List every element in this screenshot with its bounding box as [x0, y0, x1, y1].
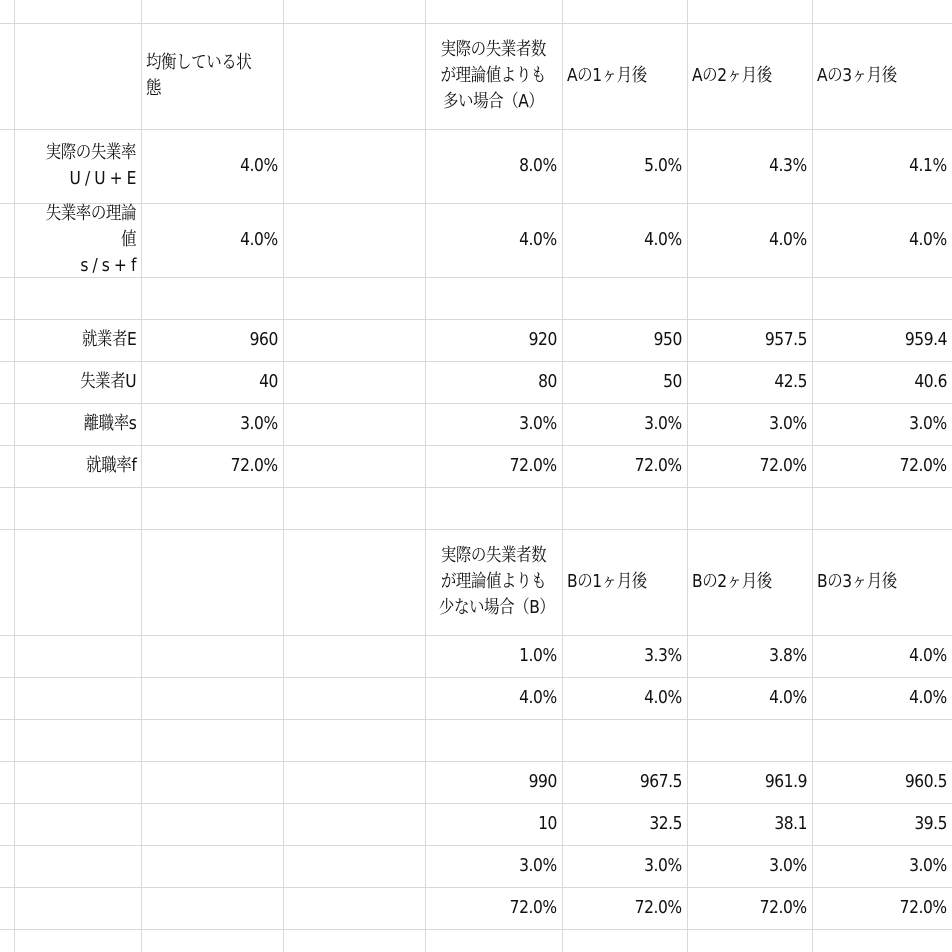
header-cell[interactable]	[562, 23, 687, 129]
header-cell[interactable]	[687, 529, 812, 635]
value-cell[interactable]	[687, 203, 812, 277]
cell-text: 4.0%	[769, 229, 807, 250]
row-gridline	[0, 929, 952, 930]
value-cell[interactable]	[141, 319, 283, 361]
value-cell[interactable]	[812, 361, 952, 403]
cell-text: 4.0%	[909, 645, 947, 666]
cell-text: 4.1%	[909, 155, 947, 176]
value-cell[interactable]	[141, 677, 283, 719]
cell-text: Bの3ヶ月後	[817, 571, 897, 592]
value-cell[interactable]	[425, 677, 562, 719]
value-cell[interactable]	[283, 361, 425, 403]
value-cell[interactable]	[283, 129, 425, 203]
cell-text: 実際の失業率 U / U + E	[45, 142, 136, 189]
header-cell[interactable]	[283, 529, 425, 635]
value-cell[interactable]	[812, 277, 952, 319]
value-cell[interactable]	[812, 719, 952, 761]
cell-text: 72.0%	[509, 455, 557, 476]
value-cell[interactable]	[562, 677, 687, 719]
row-label-cell[interactable]	[14, 761, 141, 803]
header-cell[interactable]	[562, 529, 687, 635]
cell-text: 72.0%	[634, 455, 682, 476]
row-label-cell[interactable]	[14, 887, 141, 929]
value-cell[interactable]	[141, 203, 283, 277]
cell-text: 959.4	[904, 329, 947, 350]
cell-text: 3.0%	[240, 413, 278, 434]
value-cell[interactable]	[425, 635, 562, 677]
cell-text: 72.0%	[899, 897, 947, 918]
cell-text: 38.1	[774, 813, 807, 834]
row-label-cell[interactable]	[14, 845, 141, 887]
cell-text: 4.0%	[519, 229, 557, 250]
value-cell[interactable]	[687, 803, 812, 845]
value-cell[interactable]	[687, 845, 812, 887]
cell-text: Bの1ヶ月後	[567, 571, 647, 592]
value-cell[interactable]	[425, 719, 562, 761]
cell-text: 80	[538, 371, 557, 392]
row-gridline	[0, 487, 952, 488]
cell-text: 4.0%	[909, 229, 947, 250]
cell-text: 3.0%	[644, 855, 682, 876]
row-label-cell[interactable]	[14, 719, 141, 761]
row-label-cell[interactable]	[14, 403, 141, 445]
value-cell[interactable]	[562, 277, 687, 319]
cell-text: 1.0%	[519, 645, 557, 666]
value-cell[interactable]	[687, 445, 812, 487]
cell-text: 40.6	[914, 371, 947, 392]
cell-text: 4.0%	[769, 687, 807, 708]
cell-text: 3.0%	[519, 413, 557, 434]
value-cell[interactable]	[141, 803, 283, 845]
value-cell[interactable]	[687, 319, 812, 361]
value-cell[interactable]	[141, 635, 283, 677]
row-label-cell[interactable]	[14, 319, 141, 361]
value-cell[interactable]	[283, 803, 425, 845]
header-cell[interactable]	[687, 23, 812, 129]
row-label-cell[interactable]	[14, 445, 141, 487]
value-cell[interactable]	[283, 677, 425, 719]
value-cell[interactable]	[812, 319, 952, 361]
value-cell[interactable]	[687, 677, 812, 719]
cell-text: 3.0%	[909, 855, 947, 876]
cell-text: 3.0%	[769, 413, 807, 434]
cell-text: 実際の失業者数 が理論値よりも 少ない場合（B）	[438, 545, 555, 618]
value-cell[interactable]	[687, 277, 812, 319]
value-cell[interactable]	[687, 719, 812, 761]
cell-text: 3.0%	[519, 855, 557, 876]
value-cell[interactable]	[283, 445, 425, 487]
cell-text: 5.0%	[644, 155, 682, 176]
header-cell[interactable]	[141, 529, 283, 635]
value-cell[interactable]	[812, 129, 952, 203]
cell-text: 40	[259, 371, 278, 392]
value-cell[interactable]	[425, 403, 562, 445]
value-cell[interactable]	[425, 361, 562, 403]
header-cell[interactable]	[141, 23, 283, 129]
value-cell[interactable]	[812, 445, 952, 487]
value-cell[interactable]	[812, 803, 952, 845]
header-cell[interactable]	[425, 23, 562, 129]
value-cell[interactable]	[141, 845, 283, 887]
cell-text: 72.0%	[899, 455, 947, 476]
cell-text: 32.5	[649, 813, 682, 834]
value-cell[interactable]	[687, 403, 812, 445]
value-cell[interactable]	[425, 887, 562, 929]
cell-text: 4.0%	[644, 687, 682, 708]
cell-text: 957.5	[764, 329, 807, 350]
header-cell[interactable]	[283, 23, 425, 129]
value-cell[interactable]	[283, 635, 425, 677]
value-cell[interactable]	[562, 887, 687, 929]
cell-text: 均衡している状態	[146, 52, 252, 99]
cell-text: 72.0%	[509, 897, 557, 918]
cell-text: 3.0%	[909, 413, 947, 434]
value-cell[interactable]	[283, 887, 425, 929]
cell-text: Bの2ヶ月後	[692, 571, 772, 592]
cell-text: 就職率f	[85, 455, 136, 476]
value-cell[interactable]	[687, 129, 812, 203]
cell-text: 72.0%	[634, 897, 682, 918]
row-label-cell[interactable]	[14, 129, 141, 203]
cell-text: 3.3%	[644, 645, 682, 666]
value-cell[interactable]	[283, 203, 425, 277]
cell-text: 4.0%	[909, 687, 947, 708]
cell-text: 961.9	[764, 771, 807, 792]
value-cell[interactable]	[562, 319, 687, 361]
cell-text: 実際の失業者数 が理論値よりも 多い場合（A）	[440, 39, 547, 112]
value-cell[interactable]	[283, 761, 425, 803]
value-cell[interactable]	[812, 677, 952, 719]
row-label-cell[interactable]	[14, 277, 141, 319]
value-cell[interactable]	[562, 445, 687, 487]
value-cell[interactable]	[141, 129, 283, 203]
cell-text: 960	[249, 329, 278, 350]
cell-text: Aの3ヶ月後	[817, 65, 897, 86]
value-cell[interactable]	[812, 403, 952, 445]
cell-text: Aの2ヶ月後	[692, 65, 772, 86]
cell-text: 3.0%	[769, 855, 807, 876]
value-cell[interactable]	[562, 719, 687, 761]
value-cell[interactable]	[562, 803, 687, 845]
cell-text: 50	[663, 371, 682, 392]
value-cell[interactable]	[562, 635, 687, 677]
value-cell[interactable]	[562, 845, 687, 887]
value-cell[interactable]	[425, 845, 562, 887]
cell-text: 950	[653, 329, 682, 350]
cell-text: 3.8%	[769, 645, 807, 666]
row-label-cell[interactable]	[14, 803, 141, 845]
cell-text: 72.0%	[759, 897, 807, 918]
header-cell[interactable]	[425, 529, 562, 635]
value-cell[interactable]	[812, 845, 952, 887]
cell-text: 960.5	[904, 771, 947, 792]
value-cell[interactable]	[812, 203, 952, 277]
value-cell[interactable]	[283, 845, 425, 887]
cell-text: 4.0%	[240, 229, 278, 250]
cell-text: 失業者U	[79, 371, 136, 392]
value-cell[interactable]	[425, 203, 562, 277]
cell-text: 4.0%	[519, 687, 557, 708]
header-cell[interactable]	[812, 23, 952, 129]
row-label-cell[interactable]	[14, 677, 141, 719]
value-cell[interactable]	[425, 277, 562, 319]
value-cell[interactable]	[283, 277, 425, 319]
value-cell[interactable]	[283, 403, 425, 445]
cell-text: 10	[538, 813, 557, 834]
cell-text: 72.0%	[230, 455, 278, 476]
cell-text: 離職率s	[83, 413, 136, 434]
row-label-cell[interactable]	[14, 635, 141, 677]
value-cell[interactable]	[562, 361, 687, 403]
value-cell[interactable]	[562, 761, 687, 803]
cell-text: 3.0%	[644, 413, 682, 434]
value-cell[interactable]	[812, 635, 952, 677]
value-cell[interactable]	[141, 361, 283, 403]
value-cell[interactable]	[141, 887, 283, 929]
value-cell[interactable]	[687, 887, 812, 929]
value-cell[interactable]	[687, 635, 812, 677]
header-cell[interactable]	[14, 23, 141, 129]
cell-text: 990	[528, 771, 557, 792]
value-cell[interactable]	[562, 129, 687, 203]
cell-text: 42.5	[774, 371, 807, 392]
value-cell[interactable]	[141, 403, 283, 445]
header-cell[interactable]	[812, 529, 952, 635]
cell-text: 967.5	[639, 771, 682, 792]
value-cell[interactable]	[425, 319, 562, 361]
cell-text: 8.0%	[519, 155, 557, 176]
value-cell[interactable]	[425, 803, 562, 845]
cell-text: 4.0%	[240, 155, 278, 176]
row-label-cell[interactable]	[14, 361, 141, 403]
value-cell[interactable]	[687, 761, 812, 803]
cell-text: 72.0%	[759, 455, 807, 476]
value-cell[interactable]	[425, 761, 562, 803]
value-cell[interactable]	[141, 719, 283, 761]
value-cell[interactable]	[141, 761, 283, 803]
cell-text: Aの1ヶ月後	[567, 65, 647, 86]
value-cell[interactable]	[425, 445, 562, 487]
cell-text: 4.3%	[769, 155, 807, 176]
value-cell[interactable]	[562, 403, 687, 445]
value-cell[interactable]	[687, 361, 812, 403]
cell-text: 就業者E	[81, 329, 136, 350]
cell-text: 39.5	[914, 813, 947, 834]
value-cell[interactable]	[283, 719, 425, 761]
value-cell[interactable]	[812, 887, 952, 929]
value-cell[interactable]	[141, 277, 283, 319]
cell-text: 4.0%	[644, 229, 682, 250]
value-cell[interactable]	[812, 761, 952, 803]
header-cell[interactable]	[14, 529, 141, 635]
value-cell[interactable]	[562, 203, 687, 277]
value-cell[interactable]	[425, 129, 562, 203]
cell-text: 失業率の理論値 s / s + f	[45, 203, 136, 276]
cell-text: 920	[528, 329, 557, 350]
value-cell[interactable]	[283, 319, 425, 361]
row-label-cell[interactable]	[14, 203, 141, 277]
value-cell[interactable]	[141, 445, 283, 487]
